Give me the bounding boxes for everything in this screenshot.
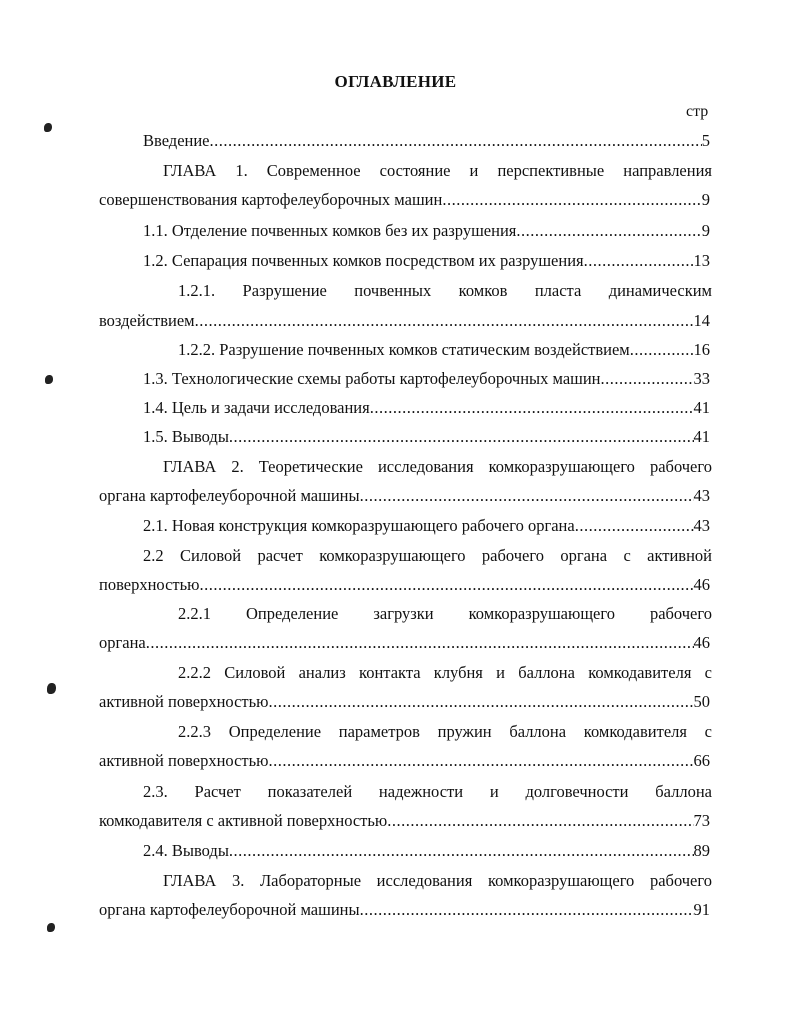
toc-entry-text: 1.1. Отделение почвенных комков без их разрушения <box>143 221 517 240</box>
scan-mark <box>45 375 53 384</box>
toc-page: 33 <box>693 369 710 388</box>
toc-entry-text: активной поверхностью <box>99 751 269 770</box>
toc-entry[interactable] <box>99 690 710 714</box>
toc-page: 5 <box>701 131 710 150</box>
toc-entry-text: органа картофелеуборочной машины <box>99 900 360 919</box>
toc-entry[interactable] <box>99 188 710 212</box>
page-title: ОГЛАВЛЕНИЕ <box>334 72 457 91</box>
toc-entry-line1[interactable]: 2.2.3 Определение параметров пружин баллона комкодавителя с <box>178 722 712 741</box>
toc-entry-text: 1.3. Технологические схемы работы картофелеуборочных машин <box>143 369 601 388</box>
toc-entry-line1[interactable]: 2.3. Расчет показателей надежности и долговечности баллона <box>143 782 712 801</box>
toc-entry-text: органа картофелеуборочной машины <box>99 486 360 505</box>
scan-mark <box>47 923 55 932</box>
toc-leader <box>360 484 694 508</box>
scan-mark <box>44 123 52 132</box>
toc-entry-line1[interactable]: 1.2.1. Разрушение почвенных комков пласта динамическим <box>178 281 712 300</box>
toc-leader <box>442 188 701 212</box>
toc-page: 89 <box>693 841 710 860</box>
toc-entry[interactable] <box>143 514 710 538</box>
toc-page: 41 <box>693 398 710 417</box>
toc-entry-text: 1.2.2. Разрушение почвенных комков статическим воздействием <box>178 340 630 359</box>
toc-entry-text: комкодавителя с активной поверхностью <box>99 811 388 830</box>
toc-entry-text: 2.4. Выводы <box>143 841 229 860</box>
toc-leader <box>195 309 694 333</box>
toc-entry[interactable] <box>99 809 710 833</box>
toc-page: 43 <box>693 486 710 505</box>
toc-page: 9 <box>701 221 710 240</box>
toc-leader <box>516 219 701 243</box>
toc-entry-text: органа <box>99 633 146 652</box>
scan-mark <box>47 683 56 694</box>
toc-entry-line1[interactable]: 2.2.1 Определение загрузки комкоразрушающего рабочего <box>178 604 712 623</box>
toc-entry-text: воздействием <box>99 311 195 330</box>
toc-entry[interactable] <box>143 249 710 273</box>
toc-entry[interactable] <box>99 309 710 333</box>
toc-page: 13 <box>693 251 710 270</box>
toc-leader <box>199 573 693 597</box>
toc-entry-line1[interactable]: 2.2.2 Силовой анализ контакта клубня и баллона комкодавителя с <box>178 663 712 682</box>
toc-entry[interactable] <box>143 839 710 863</box>
toc-page: 16 <box>693 340 710 359</box>
toc-leader <box>575 514 694 538</box>
toc-entry[interactable] <box>99 631 710 655</box>
toc-entry-line1[interactable]: ГЛАВА 2. Теоретические исследования комкоразрушающего рабочего <box>163 457 712 476</box>
toc-entry[interactable] <box>143 219 710 243</box>
toc-entry[interactable] <box>99 573 710 597</box>
toc-leader <box>387 809 693 833</box>
toc-page: 14 <box>693 311 710 330</box>
toc-page: 46 <box>693 633 710 652</box>
toc-leader <box>601 367 694 391</box>
toc-entry[interactable] <box>143 425 710 449</box>
toc-page: 46 <box>693 575 710 594</box>
toc-leader <box>229 425 694 449</box>
toc-entry[interactable] <box>99 749 710 773</box>
toc-leader <box>584 249 694 273</box>
toc-leader <box>268 749 693 773</box>
toc-entry-text: совершенствования картофелеуборочных машин <box>99 190 443 209</box>
toc-page: 91 <box>693 900 710 919</box>
toc-entry[interactable] <box>178 338 710 362</box>
toc-page: 9 <box>701 190 710 209</box>
toc-entry-text: активной поверхностью <box>99 692 269 711</box>
toc-entry-text: 1.2. Сепарация почвенных комков посредством их разрушения <box>143 251 584 270</box>
toc-entry[interactable] <box>143 129 710 153</box>
toc-entry[interactable] <box>143 396 710 420</box>
toc-page: 50 <box>693 692 710 711</box>
toc-entry[interactable] <box>99 898 710 922</box>
toc-leader <box>370 396 694 420</box>
toc-leader <box>146 631 694 655</box>
toc-entry-text: Введение <box>143 131 210 150</box>
toc-entry-line1[interactable]: ГЛАВА 1. Современное состояние и перспективные направления <box>163 161 712 180</box>
toc-leader <box>268 690 693 714</box>
toc-entry-text: 1.5. Выводы <box>143 427 229 446</box>
toc-entry-text: 2.1. Новая конструкция комкоразрушающего рабочего органа <box>143 516 575 535</box>
page-column-header: стр <box>686 103 709 120</box>
toc-entry-text: 1.4. Цель и задачи исследования <box>143 398 370 417</box>
toc-page: 43 <box>693 516 710 535</box>
toc-page: 73 <box>693 811 710 830</box>
toc-entry[interactable] <box>99 484 710 508</box>
toc-entry-text: поверхностью <box>99 575 200 594</box>
toc-leader <box>630 338 694 362</box>
toc-leader <box>360 898 694 922</box>
toc-page: 66 <box>693 751 710 770</box>
toc-leader <box>210 129 702 153</box>
toc-entry[interactable] <box>143 367 710 391</box>
toc-entry-line1[interactable]: 2.2 Силовой расчет комкоразрушающего рабочего органа с активной <box>143 546 712 565</box>
toc-leader <box>229 839 694 863</box>
toc-page: 41 <box>693 427 710 446</box>
toc-entry-line1[interactable]: ГЛАВА 3. Лабораторные исследования комкоразрушающего рабочего <box>163 871 712 890</box>
